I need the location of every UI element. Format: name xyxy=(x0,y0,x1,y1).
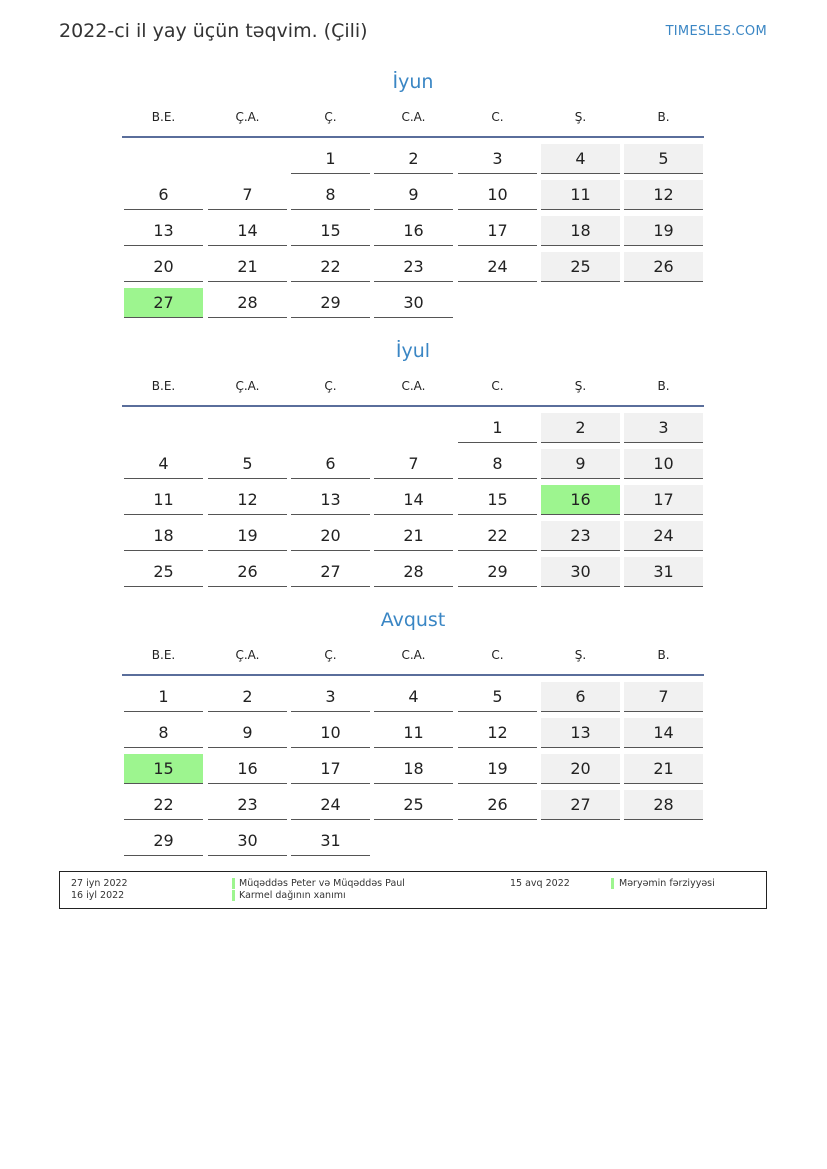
holiday-color-marker xyxy=(232,890,235,901)
day-cell: 14 xyxy=(624,718,703,748)
weekday-label: Ş. xyxy=(574,648,587,662)
day-cell: 10 xyxy=(458,180,537,210)
month-july xyxy=(122,337,704,587)
day-cell: 29 xyxy=(291,288,370,318)
day-cell: 7 xyxy=(624,682,703,712)
day-cell: 3 xyxy=(291,682,370,712)
day-cell: 26 xyxy=(458,790,537,820)
day-cell: 25 xyxy=(124,557,203,587)
day-cell: 24 xyxy=(458,252,537,282)
day-cell: 8 xyxy=(458,449,537,479)
day-cell: 3 xyxy=(624,413,703,443)
month-title: Avqust xyxy=(380,609,446,631)
day-cell: 2 xyxy=(208,682,287,712)
day-cell: 1 xyxy=(124,682,203,712)
day-cell: 11 xyxy=(124,485,203,515)
weekday-label: Ç.A. xyxy=(235,648,260,662)
day-cell: 30 xyxy=(541,557,620,587)
day-cell: 9 xyxy=(374,180,453,210)
day-cell: 22 xyxy=(458,521,537,551)
weekday-label: B. xyxy=(657,648,670,662)
day-cell: 6 xyxy=(291,449,370,479)
day-cell: 21 xyxy=(624,754,703,784)
day-cell: 29 xyxy=(124,826,203,856)
day-cell: 11 xyxy=(374,718,453,748)
weekday-label: B.E. xyxy=(151,110,176,124)
weekday-label: C. xyxy=(491,648,504,662)
weekday-header xyxy=(122,96,704,138)
month-august xyxy=(122,606,704,856)
weekday-label: Ç. xyxy=(324,110,337,124)
weekday-label: Ç. xyxy=(324,379,337,393)
day-cell: 1 xyxy=(458,413,537,443)
day-cell: 8 xyxy=(291,180,370,210)
weekday-label: Ş. xyxy=(574,110,587,124)
month-title: İyun xyxy=(392,71,434,93)
day-cell: 21 xyxy=(374,521,453,551)
day-cell: 27 xyxy=(291,557,370,587)
brand-link[interactable]: TIMESLES.COM xyxy=(665,24,767,39)
weekday-label: B. xyxy=(657,110,670,124)
weekday-label: C.A. xyxy=(401,379,426,393)
weekday-label: Ç.A. xyxy=(235,379,260,393)
legend-date: 16 iyl 2022 xyxy=(71,890,125,901)
weekday-label: B.E. xyxy=(151,379,176,393)
weekday-header xyxy=(122,365,704,407)
legend-holiday-name: Karmel dağının xanımı xyxy=(239,890,346,901)
day-cell: 16 xyxy=(374,216,453,246)
weekday-label: Ç. xyxy=(324,648,337,662)
day-cell: 2 xyxy=(541,413,620,443)
day-cell: 1 xyxy=(291,144,370,174)
weekday-label: Ş. xyxy=(574,379,587,393)
month-title: İyul xyxy=(395,340,431,362)
day-cell: 29 xyxy=(458,557,537,587)
day-cell: 23 xyxy=(374,252,453,282)
day-cell: 12 xyxy=(458,718,537,748)
holiday-color-marker xyxy=(611,878,614,889)
day-cell: 4 xyxy=(374,682,453,712)
day-cell: 14 xyxy=(374,485,453,515)
day-cell: 27 xyxy=(541,790,620,820)
day-cell: 13 xyxy=(124,216,203,246)
day-cell: 5 xyxy=(208,449,287,479)
day-cell: 5 xyxy=(458,682,537,712)
holiday-day-cell: 15 xyxy=(124,754,203,784)
day-cell: 3 xyxy=(458,144,537,174)
day-cell: 12 xyxy=(624,180,703,210)
day-grid xyxy=(122,138,704,318)
day-cell: 28 xyxy=(624,790,703,820)
day-cell: 15 xyxy=(291,216,370,246)
day-cell: 22 xyxy=(124,790,203,820)
day-cell: 21 xyxy=(208,252,287,282)
day-cell: 26 xyxy=(208,557,287,587)
weekday-label: C. xyxy=(491,110,504,124)
day-cell: 31 xyxy=(291,826,370,856)
day-cell: 22 xyxy=(291,252,370,282)
day-cell: 18 xyxy=(374,754,453,784)
day-cell: 17 xyxy=(458,216,537,246)
day-cell: 9 xyxy=(208,718,287,748)
day-grid xyxy=(122,407,704,587)
day-cell: 17 xyxy=(624,485,703,515)
day-cell: 20 xyxy=(541,754,620,784)
day-cell: 30 xyxy=(374,288,453,318)
day-cell: 31 xyxy=(624,557,703,587)
day-cell: 6 xyxy=(541,682,620,712)
day-cell: 12 xyxy=(208,485,287,515)
day-cell: 13 xyxy=(541,718,620,748)
weekday-header xyxy=(122,634,704,676)
day-cell: 2 xyxy=(374,144,453,174)
weekday-label: C.A. xyxy=(401,110,426,124)
weekday-label: B.E. xyxy=(151,648,176,662)
day-cell: 9 xyxy=(541,449,620,479)
legend-date: 27 iyn 2022 xyxy=(71,878,128,889)
day-cell: 18 xyxy=(541,216,620,246)
day-cell: 23 xyxy=(208,790,287,820)
day-cell: 6 xyxy=(124,180,203,210)
day-cell: 13 xyxy=(291,485,370,515)
day-cell: 5 xyxy=(624,144,703,174)
weekday-label: C.A. xyxy=(401,648,426,662)
holiday-day-cell: 16 xyxy=(541,485,620,515)
day-cell: 20 xyxy=(291,521,370,551)
day-cell: 14 xyxy=(208,216,287,246)
holiday-legend xyxy=(59,871,767,909)
day-cell: 28 xyxy=(208,288,287,318)
day-cell: 20 xyxy=(124,252,203,282)
weekday-label: Ç.A. xyxy=(235,110,260,124)
day-cell: 19 xyxy=(624,216,703,246)
legend-holiday-name: Müqəddəs Peter və Müqəddəs Paul xyxy=(239,878,405,889)
day-cell: 24 xyxy=(624,521,703,551)
day-cell: 8 xyxy=(124,718,203,748)
day-cell: 15 xyxy=(458,485,537,515)
day-cell: 26 xyxy=(624,252,703,282)
weekday-label: C. xyxy=(491,379,504,393)
day-cell: 7 xyxy=(374,449,453,479)
day-grid xyxy=(122,676,704,856)
month-june xyxy=(122,68,704,318)
day-cell: 18 xyxy=(124,521,203,551)
day-cell: 25 xyxy=(374,790,453,820)
weekday-label: B. xyxy=(657,379,670,393)
day-cell: 10 xyxy=(291,718,370,748)
page-title: 2022-ci il yay üçün təqvim. (Çili) xyxy=(59,20,368,42)
day-cell: 28 xyxy=(374,557,453,587)
day-cell: 4 xyxy=(124,449,203,479)
legend-date: 15 avq 2022 xyxy=(510,878,570,889)
day-cell: 24 xyxy=(291,790,370,820)
day-cell: 17 xyxy=(291,754,370,784)
day-cell: 16 xyxy=(208,754,287,784)
day-cell: 7 xyxy=(208,180,287,210)
day-cell: 4 xyxy=(541,144,620,174)
day-cell: 25 xyxy=(541,252,620,282)
holiday-day-cell: 27 xyxy=(124,288,203,318)
day-cell: 23 xyxy=(541,521,620,551)
day-cell: 11 xyxy=(541,180,620,210)
legend-holiday-name: Məryəmin fərziyyəsi xyxy=(619,878,715,889)
holiday-color-marker xyxy=(232,878,235,889)
day-cell: 19 xyxy=(458,754,537,784)
day-cell: 19 xyxy=(208,521,287,551)
day-cell: 30 xyxy=(208,826,287,856)
day-cell: 10 xyxy=(624,449,703,479)
